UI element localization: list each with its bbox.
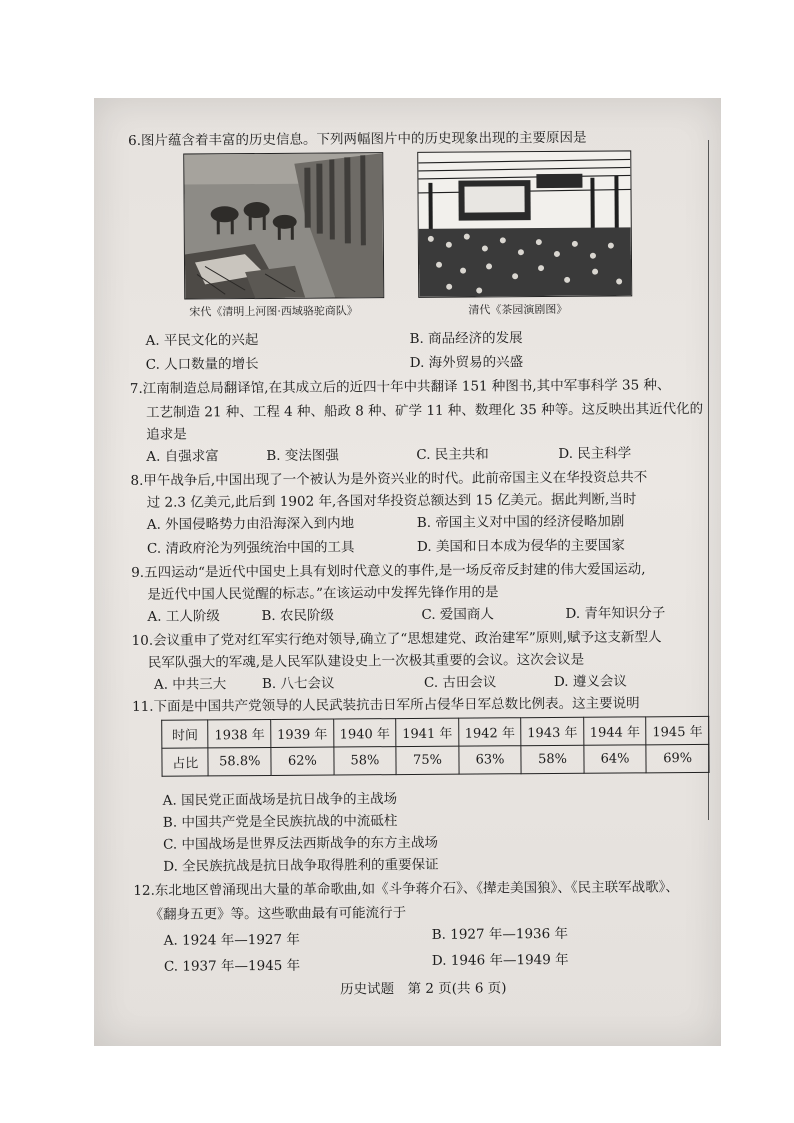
q9-option-d: D. 青年知识分子 [565, 605, 666, 622]
q10-option-a: A. 中共三大 [153, 676, 227, 693]
table-cell: 1940 年 [333, 719, 396, 747]
q12-option-a: A. 1924 年—1927 年 [163, 931, 300, 949]
q8-option-b: B. 帝国主义对中国的经济侵略加剧 [416, 513, 625, 531]
q7-option-a: A. 自强求富 [146, 448, 219, 465]
table-cell: 58% [521, 745, 584, 773]
q10-line-2: 民军队强大的军魂,是人民军队建设史上一次极其重要的会议。这次会议是 [147, 651, 585, 671]
q7-line-1: 7.江南制造总局翻译馆,在其成立后的近四十年中共翻译 151 种图书,其中军事科学 35 种、 [129, 377, 671, 397]
q7-option-c: C. 民主共和 [416, 446, 489, 463]
table-cell: 1945 年 [646, 716, 709, 744]
table-cell: 64% [584, 745, 647, 773]
q6-stem: 6.图片蕴含着丰富的历史信息。下列两幅图片中的历史现象出现的主要原因是 [128, 129, 587, 149]
q6-option-c: C. 人口数量的增长 [145, 356, 259, 373]
q12-line-2: 《翻身五更》等。这些歌曲最有可能流行于 [149, 905, 407, 923]
table-cell: 63% [459, 746, 522, 774]
q11-option-c: C. 中国战场是世界反法西斯战争的东方主战场 [163, 834, 439, 853]
q9-option-a: A. 工人阶级 [147, 608, 220, 625]
table-row [162, 744, 709, 776]
q12-line-1: 12.东北地区曾涌现出大量的革命歌曲,如《斗争蒋介石》、《撵走美国狼》、《民主联军战歌》、 [133, 879, 679, 899]
q11-option-d: D. 全民族抗战是抗日战争取得胜利的重要保证 [163, 856, 439, 875]
q10-line-1: 10.会议重申了党对红军实行绝对领导,确立了“思想建党、政治建军”原则,赋予这支新型人 [131, 629, 662, 649]
q7-line-2: 工艺制造 21 种、工程 4 种、船政 8 种、矿学 11 种、数理化 35 种等。这反映出其近代化的 [145, 400, 704, 421]
table-cell: 62% [271, 747, 334, 775]
table-row [162, 716, 709, 748]
table-cell: 1939 年 [271, 719, 334, 747]
q7-option-b: B. 变法图强 [266, 447, 339, 464]
q8-option-c: C. 清政府沦为列强统治中国的工具 [146, 539, 355, 557]
q7-option-d: D. 民主科学 [558, 445, 632, 462]
q11-option-b: B. 中国共产党是全民族抗战的中流砥柱 [162, 813, 398, 831]
table-cell: 58% [334, 747, 397, 775]
q6-option-a: A. 平民文化的兴起 [145, 332, 259, 349]
q6-option-d: D. 海外贸易的兴盛 [409, 354, 524, 371]
q10-option-c: C. 古田会议 [423, 674, 497, 691]
table-cell: 69% [646, 744, 709, 772]
table-cell: 1944 年 [584, 717, 647, 745]
q11-ratio-table [161, 716, 709, 777]
q6-option-b: B. 商品经济的发展 [409, 330, 523, 347]
q7-line-3: 追求是 [146, 426, 187, 443]
q12-option-d: D. 1946 年—1949 年 [431, 951, 569, 969]
table-cell: 1941 年 [396, 718, 459, 746]
table-cell: 1942 年 [458, 718, 521, 746]
q10-option-d: D. 遵义会议 [553, 673, 627, 690]
q8-option-d: D. 美国和日本成为侵华的主要国家 [416, 537, 625, 555]
caption-right: 清代《茶园演剧图》 [468, 302, 568, 317]
q9-option-b: B. 农民阶级 [261, 607, 335, 625]
q8-line-2: 过 2.3 亿美元,此后到 1902 年,各国对华投资总额达到 15 亿美元。据此判断,当时 [146, 491, 637, 511]
table-cell: 58.8% [208, 747, 271, 775]
exam-page [120, 116, 711, 1030]
figure-qingming-camel-caravan [183, 152, 384, 299]
q12-option-c: C. 1937 年—1945 年 [163, 957, 301, 975]
q10-option-b: B. 八七会议 [261, 675, 335, 693]
table-cell: 1943 年 [521, 717, 584, 745]
q11-option-a: A. 国民党正面战场是抗日战争的主战场 [162, 791, 398, 809]
q9-line-1: 9.五四运动“是近代中国史上具有划时代意义的事件,是一场反帝反封建的伟大爱国运动, [131, 561, 646, 581]
table-header-cell: 时间 [162, 720, 209, 748]
q8-line-1: 8.甲午战争后,中国出现了一个被认为是外资兴业的时代。此前帝国主义在华投资总共不 [130, 469, 648, 489]
page-footer: 历史试题 第 2 页(共 6 页) [340, 980, 507, 998]
table-cell: 75% [396, 746, 459, 774]
table-cell: 1938 年 [208, 719, 271, 747]
figure-teahouse-theater [417, 150, 632, 297]
caption-left: 宋代《清明上河图·西域骆驼商队》 [189, 304, 358, 319]
table-header-cell: 占比 [162, 748, 209, 776]
q9-option-c: C. 爱国商人 [421, 606, 494, 623]
q8-option-a: A. 外国侵略势力由沿海深入到内地 [146, 515, 355, 533]
q9-line-2: 是近代中国人民觉醒的标志。”在该运动中发挥先锋作用的是 [147, 584, 499, 603]
q12-option-b: B. 1927 年—1936 年 [431, 925, 569, 943]
q11-stem: 11.下面是中国共产党领导的人民武装抗击日军所占侵华日军总数比例表。这主要说明 [132, 695, 640, 715]
